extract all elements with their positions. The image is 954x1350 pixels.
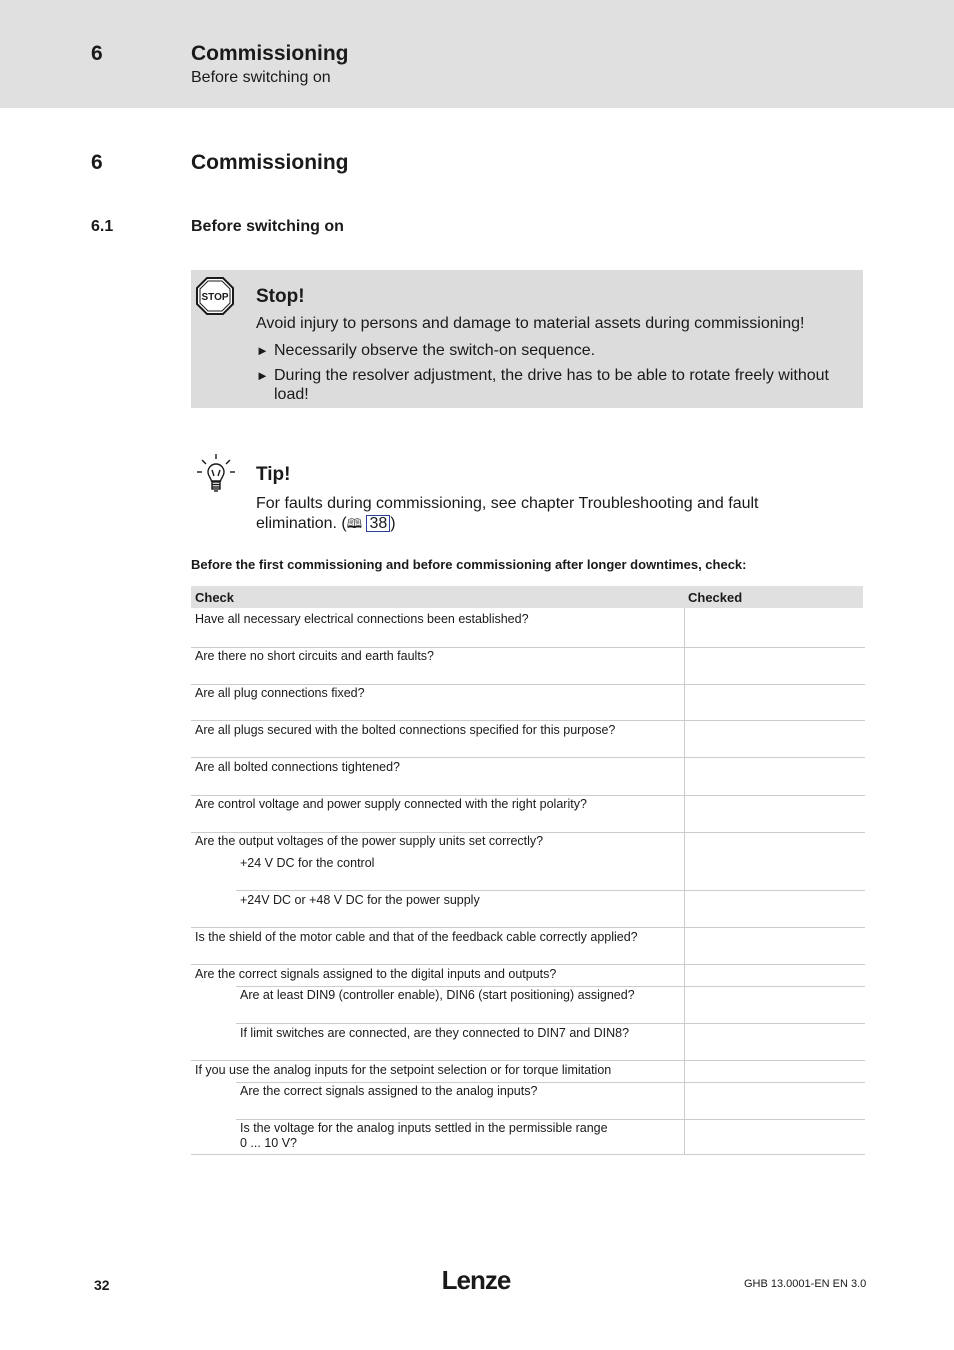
row-divider — [236, 1119, 865, 1120]
bullet-arrow-icon: ► — [256, 368, 269, 383]
section-title: Commissioning — [191, 151, 349, 174]
row-divider — [236, 986, 865, 987]
row-divider — [191, 1060, 865, 1061]
checklist-subitem: +24 V DC for the control — [240, 856, 375, 870]
row-divider — [191, 684, 865, 685]
stop-bullet — [256, 366, 846, 404]
table-bottom-border — [191, 1154, 865, 1155]
header-chapter-number: 6 — [91, 42, 103, 65]
subsection-number: 6.1 — [91, 218, 114, 235]
checklist-item: Are there no short circuits and earth faults? — [195, 649, 435, 663]
stop-bullet-text: During the resolver adjustment, the drive has to be able to rotate freely without load! — [274, 367, 829, 403]
page-reference-link[interactable]: 38 — [366, 515, 390, 532]
tip-text-end: ) — [390, 515, 396, 532]
row-divider — [191, 964, 865, 965]
section-number: 6 — [91, 151, 103, 174]
subsection-title: Before switching on — [191, 218, 344, 235]
stop-bullet-text: Necessarily observe the switch-on sequence. — [274, 342, 596, 359]
document-code: GHB 13.0001-EN EN 3.0 — [744, 1278, 867, 1290]
tip-text-body: For faults during commissioning, see chapter Troubleshooting and fault elimination. ( — [256, 495, 759, 532]
checklist-intro: Before the first commissioning and before commissioning after longer downtimes, check: — [191, 557, 747, 572]
column-separator — [684, 608, 685, 1155]
row-divider — [236, 1082, 865, 1083]
stop-heading: Stop! — [256, 286, 305, 307]
checklist-subitem: +24V DC or +48 V DC for the power supply — [240, 893, 480, 907]
row-divider — [236, 1023, 865, 1024]
column-header-checked: Checked — [688, 590, 743, 605]
tip-text — [256, 494, 836, 534]
book-icon: 🕮 — [346, 516, 363, 531]
stop-icon-label: STOP — [201, 292, 229, 303]
checklist-subitem: If limit switches are connected, are they connected to DIN7 and DIN8? — [240, 1026, 630, 1040]
checklist-item: Are the output voltages of the power supply units set correctly? — [195, 834, 544, 848]
checklist-item: Is the shield of the motor cable and that of the feedback cable correctly applied? — [195, 930, 638, 944]
row-divider — [191, 757, 865, 758]
stop-text: Avoid injury to persons and damage to material assets during commissioning! — [256, 315, 805, 332]
logo-text: Lenze — [441, 1265, 511, 1295]
checklist-subitem: Is the voltage for the analog inputs settled in the permissible range — [240, 1121, 608, 1135]
row-divider — [191, 720, 865, 721]
checklist-item: Are the correct signals assigned to the digital inputs and outputs? — [195, 967, 557, 981]
stop-sign-icon — [196, 277, 234, 315]
lenze-logo — [436, 1265, 516, 1295]
lightbulb-icon — [196, 453, 236, 495]
header-subtitle: Before switching on — [191, 69, 331, 86]
row-divider — [191, 795, 865, 796]
checklist-item: Are all plug connections fixed? — [195, 686, 365, 700]
checklist-item: Are all bolted connections tightened? — [195, 760, 401, 774]
checklist-subitem-continuation: 0 ... 10 V? — [240, 1136, 297, 1150]
checklist-item: Are control voltage and power supply connected with the right polarity? — [195, 797, 587, 811]
tip-heading: Tip! — [256, 464, 291, 485]
row-divider — [191, 647, 865, 648]
checklist-item: If you use the analog inputs for the setpoint selection or for torque limitation — [195, 1063, 612, 1077]
column-header-check: Check — [195, 590, 235, 605]
bullet-arrow-icon: ► — [256, 343, 269, 358]
checklist-subitem: Are at least DIN9 (controller enable), DIN6 (start positioning) assigned? — [240, 988, 635, 1002]
page-header-band — [0, 0, 954, 108]
header-chapter-title: Commissioning — [191, 42, 349, 65]
checklist-item: Are all plugs secured with the bolted connections specified for this purpose? — [195, 723, 616, 737]
checklist-subitem: Are the correct signals assigned to the analog inputs? — [240, 1084, 538, 1098]
row-divider — [236, 890, 865, 891]
checklist-table-header — [191, 586, 863, 608]
row-divider — [191, 832, 865, 833]
stop-bullet — [256, 341, 846, 360]
row-divider — [191, 927, 865, 928]
page-number: 32 — [94, 1277, 110, 1293]
checklist-item: Have all necessary electrical connections been established? — [195, 612, 529, 626]
